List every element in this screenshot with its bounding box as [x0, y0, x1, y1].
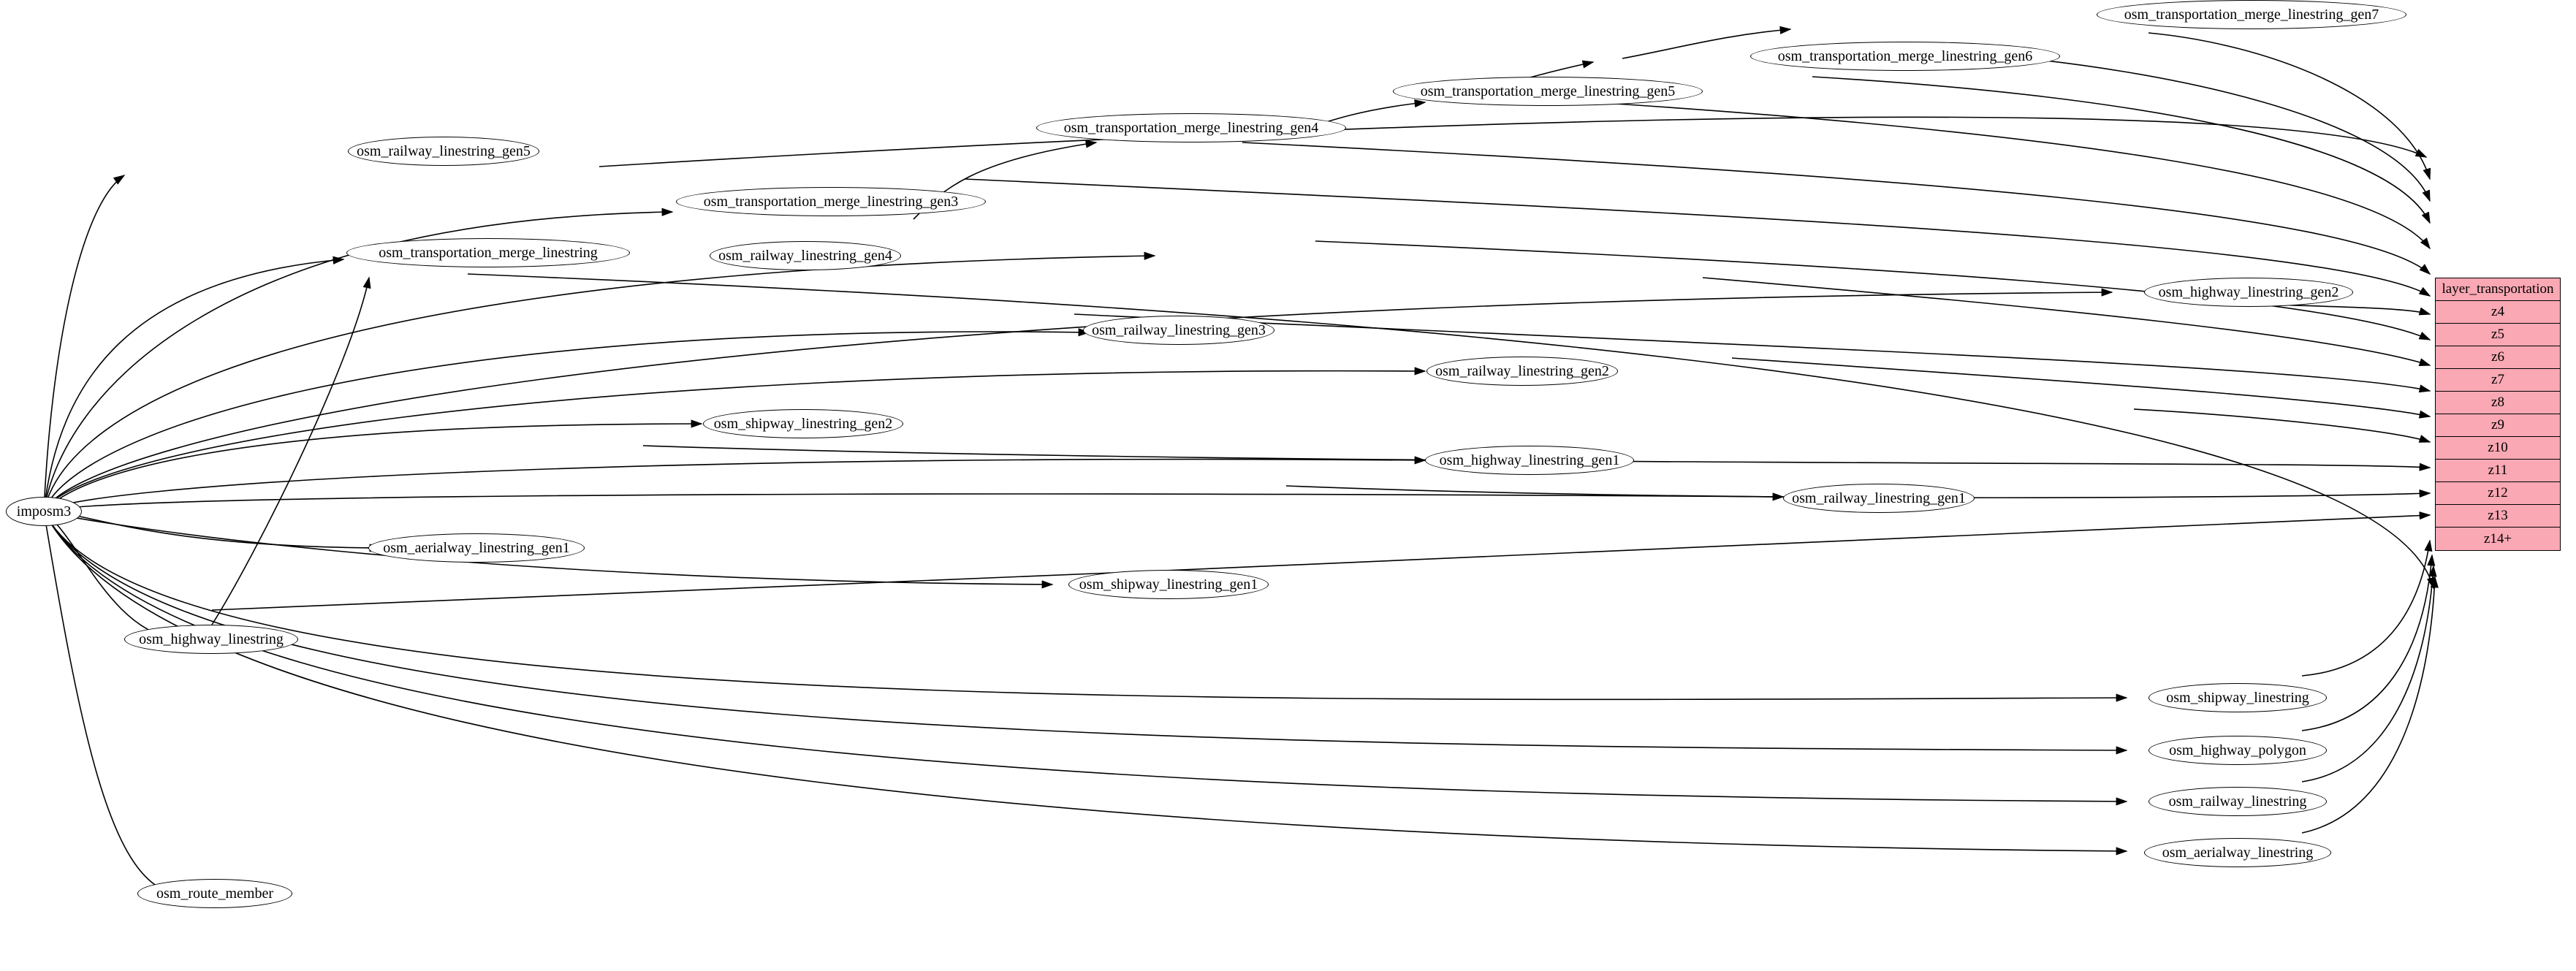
node-osm_railway_linestring_gen4[interactable]: [710, 241, 901, 270]
node-label: osm_highway_linestring: [139, 631, 284, 647]
node-label: osm_railway_linestring_gen2: [1435, 363, 1609, 379]
layer-row-label: z5: [2491, 327, 2504, 342]
layer-row-z6[interactable]: [2436, 346, 2560, 369]
node-osm_highway_linestring_gen2[interactable]: [2144, 278, 2353, 307]
node-osm_transportation_merge_linestring_gen7[interactable]: [2097, 0, 2406, 29]
layer-row-label: z11: [2488, 462, 2508, 478]
node-osm_railway_linestring_gen1[interactable]: [1783, 484, 1975, 513]
layer-row-z14plus[interactable]: [2436, 528, 2560, 550]
node-label: imposm3: [16, 503, 72, 519]
node-osm_shipway_linestring[interactable]: [2148, 683, 2327, 712]
node-label: osm_railway_linestring_gen3: [1092, 322, 1266, 338]
layer-row-label: z10: [2488, 440, 2508, 455]
node-osm_railway_linestring_gen5[interactable]: [348, 137, 539, 166]
node-label: osm_aerialway_linestring: [2162, 845, 2314, 861]
node-osm_shipway_linestring_gen2[interactable]: [703, 409, 903, 438]
node-osm_railway_linestring[interactable]: [2148, 787, 2327, 816]
node-label: osm_aerialway_linestring_gen1: [383, 540, 570, 556]
node-label: osm_railway_linestring_gen5: [357, 143, 531, 159]
node-osm_shipway_linestring_gen1[interactable]: [1068, 570, 1269, 599]
node-label: osm_transportation_merge_linestring_gen4: [1063, 120, 1319, 136]
layer-table-header-label: layer_transportation: [2442, 281, 2554, 297]
layer-row-z11[interactable]: [2436, 460, 2560, 482]
node-label: osm_shipway_linestring: [2166, 690, 2309, 706]
node-label: osm_railway_linestring_gen4: [718, 248, 892, 264]
node-osm_aerialway_linestring[interactable]: [2144, 838, 2331, 867]
node-imposm3[interactable]: [6, 497, 82, 526]
node-osm_highway_polygon[interactable]: [2148, 736, 2327, 765]
layer-row-label: z12: [2488, 485, 2508, 500]
node-label: osm_highway_polygon: [2169, 742, 2306, 758]
node-osm_highway_linestring_gen1[interactable]: [1425, 446, 1634, 475]
layer-row-z8[interactable]: [2436, 392, 2560, 414]
node-label: osm_shipway_linestring_gen2: [713, 416, 893, 432]
layer-row-z4[interactable]: [2436, 301, 2560, 324]
node-osm_transportation_merge_linestring_gen5[interactable]: [1393, 77, 1703, 106]
layer-row-label: z7: [2491, 372, 2504, 387]
node-label: osm_highway_linestring_gen1: [1439, 452, 1620, 468]
layer-row-label: z4: [2491, 304, 2504, 319]
layer-row-z9[interactable]: [2436, 414, 2560, 437]
node-label: osm_transportation_merge_linestring_gen7: [2124, 7, 2379, 23]
node-label: osm_shipway_linestring_gen1: [1079, 576, 1258, 593]
node-label: osm_route_member: [156, 886, 273, 902]
layer-transportation-table[interactable]: [2435, 278, 2561, 551]
node-label: osm_transportation_merge_linestring_gen3: [703, 194, 959, 210]
node-label: osm_highway_linestring_gen2: [2158, 284, 2339, 300]
node-osm_railway_linestring_gen2[interactable]: [1426, 357, 1618, 386]
node-osm_transportation_merge_linestring_gen3[interactable]: [676, 187, 986, 216]
layer-row-z12[interactable]: [2436, 482, 2560, 505]
layer-row-z5[interactable]: [2436, 324, 2560, 346]
node-osm_transportation_merge_linestring_gen4[interactable]: [1036, 113, 1346, 142]
node-osm_railway_linestring_gen3[interactable]: [1083, 316, 1274, 345]
node-label: osm_transportation_merge_linestring_gen6: [1777, 48, 2033, 64]
layer-table-header: [2436, 278, 2560, 301]
node-label: osm_transportation_merge_linestring: [379, 245, 598, 261]
node-osm_highway_linestring[interactable]: [124, 625, 298, 654]
node-label: osm_transportation_merge_linestring_gen5: [1420, 83, 1676, 99]
layer-row-label: z6: [2491, 349, 2504, 365]
layer-row-label: z14+: [2483, 530, 2512, 547]
node-osm_route_member[interactable]: [137, 879, 292, 908]
layer-row-z7[interactable]: [2436, 369, 2560, 392]
node-osm_transportation_merge_linestring_gen6[interactable]: [1750, 42, 2060, 71]
node-osm_aerialway_linestring_gen1[interactable]: [368, 533, 585, 563]
node-osm_transportation_merge_linestring[interactable]: [346, 238, 630, 267]
layer-row-label: z13: [2488, 508, 2508, 523]
node-label: osm_railway_linestring_gen1: [1792, 490, 1966, 506]
layer-row-label: z9: [2491, 417, 2504, 433]
layer-row-z13[interactable]: [2436, 505, 2560, 528]
node-label: osm_railway_linestring: [2168, 793, 2307, 810]
layer-row-z10[interactable]: [2436, 437, 2560, 460]
layer-row-label: z8: [2491, 395, 2504, 410]
